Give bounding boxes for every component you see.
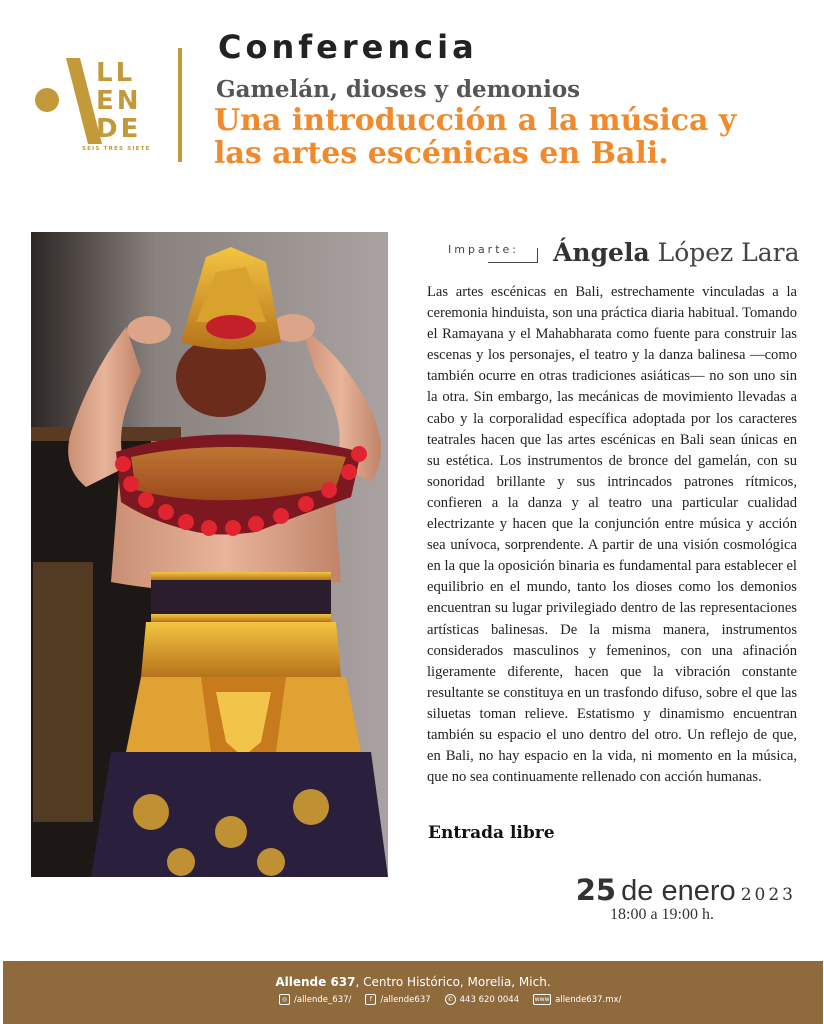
footer-address: [3, 975, 823, 989]
whatsapp-number[interactable]: 443 620 0044: [459, 994, 520, 1005]
speaker-label: Imparte:: [448, 243, 519, 256]
event-title: [214, 104, 814, 170]
speaker-label-underline: [488, 262, 538, 263]
instagram-handle[interactable]: /allende_637/: [294, 994, 352, 1005]
footer-social: [279, 994, 621, 1005]
allende-logo: [30, 58, 160, 158]
speaker-first-name: Ángela: [553, 238, 650, 267]
event-date: [576, 873, 796, 908]
dancer-illustration: [31, 232, 388, 877]
event-title-line2: las artes escénicas en Bali.: [214, 136, 669, 171]
web-icon: www: [534, 996, 550, 1003]
event-subtitle: Gamelán, dioses y demonios: [216, 76, 581, 103]
whatsapp-icon: ✆: [445, 994, 456, 1005]
logo-subtitle: SEIS TRES SIETE: [82, 146, 151, 152]
website-link[interactable]: allende637.mx/: [555, 994, 622, 1005]
event-title-line1: Una introducción a la música y: [214, 103, 737, 138]
speaker-label-tick: [537, 248, 538, 263]
speaker-name: [553, 238, 800, 267]
facebook-icon: f: [365, 994, 376, 1005]
event-year: 2023: [740, 885, 796, 905]
event-day: 25: [575, 873, 617, 907]
logo-dot: [35, 88, 59, 112]
header-divider: [178, 48, 182, 162]
admission-text: Entrada libre: [428, 823, 555, 843]
dancer-photo: [31, 232, 388, 877]
description-paragraph: Las artes escénicas en Bali, estrechamente vinculadas a la ceremonia hinduista, son una práctica diaria habitual. Tomando el Ramayana y el Mahabharata como fuente para construir las escenas y los personajes, el teatro y la danza balinesa —como también ocurre en otras tradiciones asiáticas— no son uno sin la otra. Sin embargo, las mecánicas de movimiento llevadas a cabo y la corporalidad específica adoptada por los caracteres teatrales hacen que las artes escénicas en Bali sean únicas en su estética. Los instrumentos de bronce del gamelán, con su sonoridad brillante y sus intrincados patrones rítmicos, confieren a la danza y al teatro una particular cualidad electrizante y hacen que la conjunción entre música y acción sea unívoca, sorprendente. A partir de una visión cosmológica en la que la oposición binaria es fundamental para establecer el equilibrio en el mundo, tanto los dioses como los demonios encuentran su lugar privilegiado dentro de las representaciones artísticas balinesas. De la misma manera, instrumentos considerados masculinos y femeninos, con una afinación ligeramente diferente, hacen que la vibración constante resultante se constituya en un trasfondo difuso, sobre el que las siluetas toman relieve. Estatismo y dinamismo encuentran también su espacio el uno dentro del otro. Un reflejo de que, en Bali, no hay espacio en la vida, ni momento en la música, que no sea continuamente rellenado con acción humanas.: [427, 284, 797, 786]
instagram-icon: ◎: [279, 994, 290, 1005]
event-time: 18:00 a 19:00 h.: [610, 906, 714, 923]
logo-letters-row3: DE: [96, 114, 142, 144]
event-type: Conferencia: [218, 28, 478, 66]
logo-letters-row1: LL: [96, 58, 136, 88]
footer-address-street: Allende 637: [275, 975, 356, 989]
speaker-last-name: López Lara: [657, 238, 800, 267]
footer-address-rest: , Centro Histórico, Morelia, Mich.: [355, 975, 551, 989]
facebook-handle[interactable]: /allende637: [380, 994, 431, 1005]
event-month: de enero: [621, 875, 736, 907]
logo-letters-row2: EN: [96, 86, 142, 116]
footer: [3, 961, 823, 1024]
